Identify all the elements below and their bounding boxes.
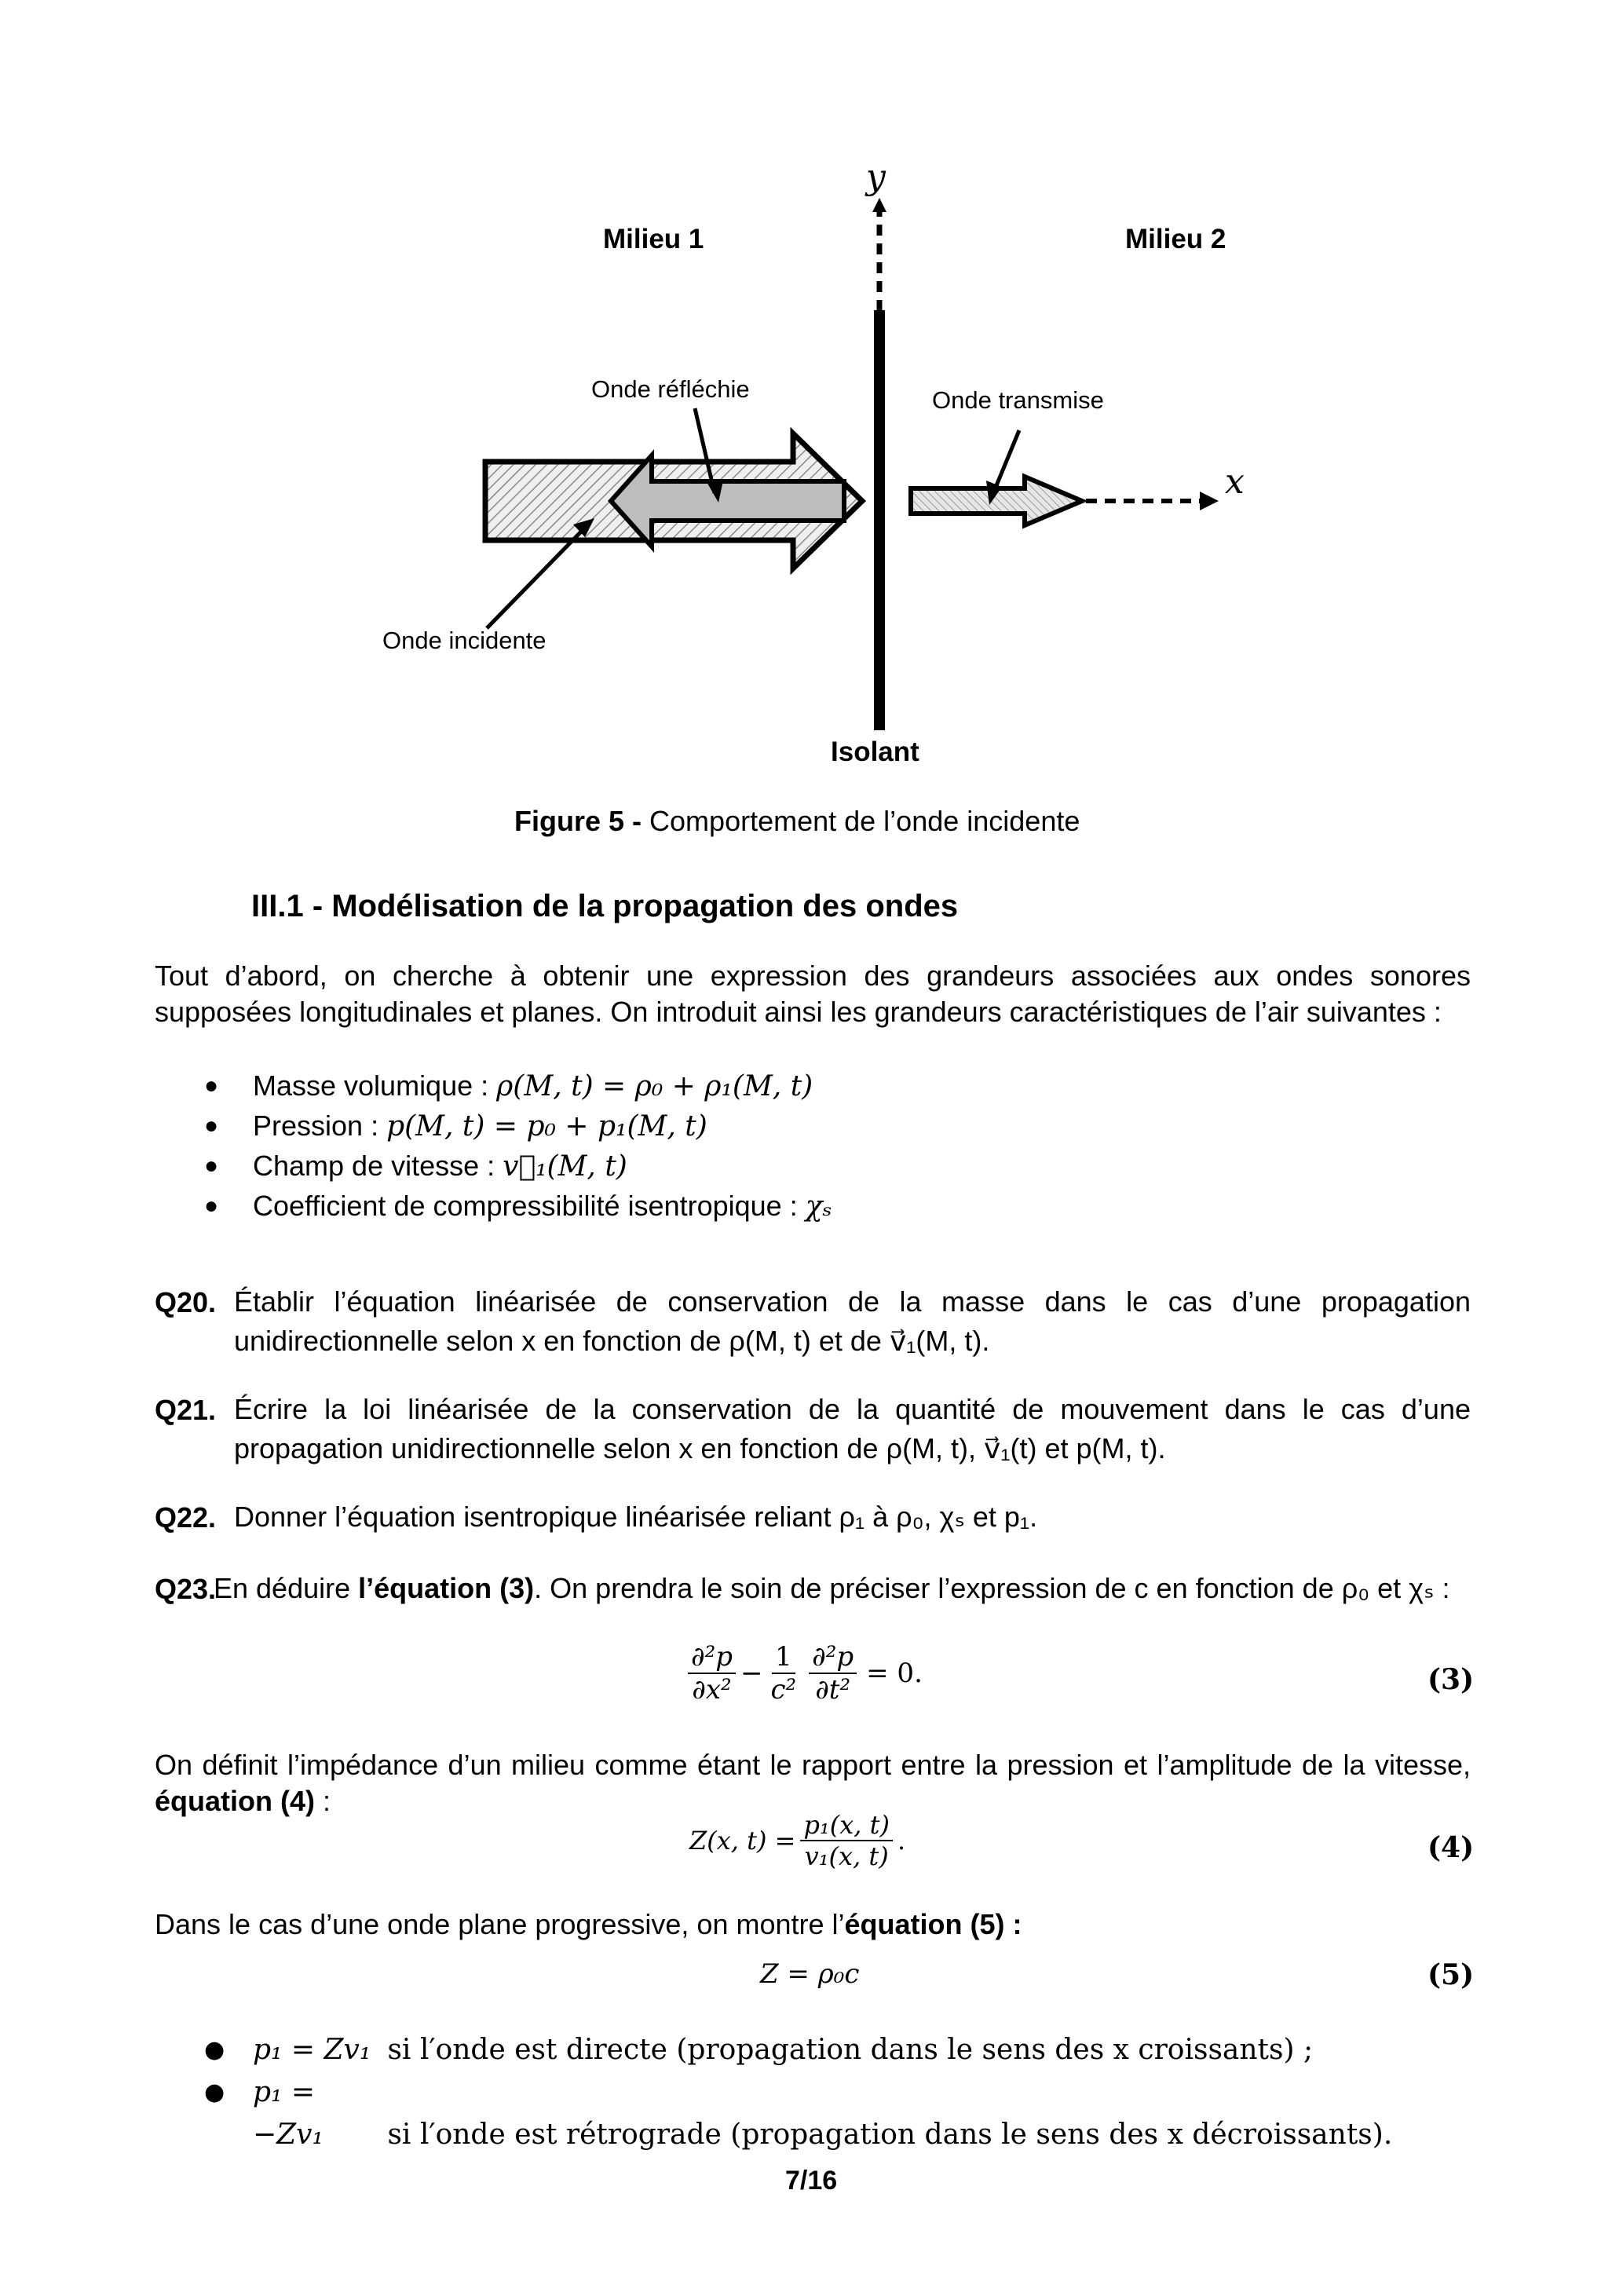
impedance-bold: équation (4) [155, 1785, 315, 1817]
y-axis-arrowhead [872, 198, 886, 212]
plane-wave-paragraph [155, 1907, 1471, 1943]
bullet-dot: ● [204, 2036, 225, 2064]
bullet-pression [204, 1106, 1303, 1146]
isolant-label: Isolant [831, 737, 919, 767]
intro-paragraph: Tout d’abord, on cherche à obtenir une expression des grandeurs associées aux ondes sonores supposées longitudinales et planes. On introduit ainsi les grandeurs caractéristiques de l’air suivantes : [155, 960, 1471, 1028]
bullet-label: Pression : [253, 1110, 387, 1142]
impedance-text-before: On définit l’impédance d’un milieu comme étant le rapport entre la pression et l’amplitude de la vitesse, [155, 1749, 1471, 1781]
bullet-onde-directe [204, 2029, 1476, 2071]
bullet-onde-retrograde [204, 2071, 1476, 2156]
figure-caption [514, 805, 1080, 838]
y-axis-label: y [866, 157, 886, 197]
bullet-dot: ● [204, 2078, 225, 2106]
milieu-2-label: Milieu 2 [1125, 224, 1226, 254]
question-text-q22: Donner l’équation isentropique linéarisée reliant ρ₁ à ρ₀, χₛ et p₁. [234, 1501, 1038, 1533]
question-text-q23 [214, 1569, 1471, 1608]
bullet-math: χₛ [805, 1190, 832, 1223]
bullet-directe-text: si l′onde est directe (propagation dans le sens des x croissants) ; [387, 2034, 1314, 2066]
bullet-champ-vitesse [204, 1146, 1303, 1186]
question-number-q20: Q20. [155, 1286, 217, 1318]
bullet-label: Coefficient de compressibilité isentropique : [253, 1190, 806, 1222]
eq3-den2: c² [770, 1674, 797, 1706]
bullet-dot: ● [204, 1113, 219, 1139]
eq3-num3: ∂²p [809, 1641, 857, 1674]
bullet-dot: ● [204, 1073, 219, 1099]
impedance-paragraph [155, 1747, 1471, 1819]
question-number-q23: Q23. [155, 1573, 217, 1605]
eq3-den3: ∂t² [815, 1674, 851, 1706]
page-number: 7/16 [785, 2166, 838, 2195]
question-number-q22: Q22. [155, 1501, 217, 1534]
eq3-rhs: = 0. [866, 1658, 923, 1689]
bullet-math: v⃗₁(M, t) [503, 1150, 627, 1183]
eq3-frac-t [809, 1641, 857, 1706]
q23-text-after: . On prendra le soin de préciser l’expression de c en fonction de ρ₀ et χₛ : [534, 1572, 1450, 1604]
x-axis-arrowhead [1200, 492, 1219, 510]
equation-4-label: (4) [1427, 1831, 1475, 1864]
final-bullet-list [204, 2029, 1476, 2156]
pointer-transmise [993, 430, 1019, 493]
q23-bold: l’équation (3) [358, 1572, 535, 1604]
onde-transmise-label: Onde transmise [932, 386, 1104, 414]
bullet-dot: ● [204, 1193, 219, 1219]
figure-caption-text: Comportement de l’onde incidente [642, 805, 1080, 837]
equation-4 [689, 1810, 905, 1871]
eq3-den1: ∂x² [692, 1674, 732, 1706]
bullet-directe-math: p₁ = Zv₁ [253, 2034, 371, 2066]
bullet-label: Masse volumique : [253, 1069, 497, 1102]
eq3-num1: ∂²p [688, 1641, 736, 1674]
figure-caption-number: Figure 5 - [514, 805, 642, 837]
equation-5: Z = ρ₀c [760, 1958, 860, 1990]
bullet-dot: ● [204, 1153, 219, 1179]
onde-incidente-label: Onde incidente [382, 627, 546, 654]
intro-bullet-list [204, 1066, 1303, 1227]
bullet-retrograde-math: p₁ = −Zv₁ [253, 2076, 324, 2151]
eq4-num: p₁(x, t) [800, 1810, 893, 1841]
x-axis-label: x [1225, 462, 1245, 502]
bullet-retrograde-text: si l′onde est rétrograde (propagation dans le sens des x décroissants). [387, 2119, 1393, 2151]
isolant-wall [874, 310, 885, 730]
equation-3-label: (3) [1427, 1663, 1475, 1696]
plane-wave-text: Dans le cas d’une onde plane progressive, on montre l’ [155, 1908, 845, 1940]
milieu-1-label: Milieu 1 [603, 224, 704, 254]
bullet-math: ρ(M, t) = ρ₀ + ρ₁(M, t) [496, 1070, 813, 1102]
eq4-lhs: Z(x, t) = [689, 1826, 796, 1855]
eq3-minus: − [740, 1658, 763, 1689]
impedance-text-after: : [315, 1785, 331, 1817]
q23-text-before: En déduire [214, 1572, 359, 1604]
equation-5-label: (5) [1427, 1958, 1475, 1991]
section-title: III.1 - Modélisation de la propagation des ondes [251, 889, 959, 923]
eq4-den: v₁(x, t) [804, 1841, 889, 1871]
bullet-masse-volumique [204, 1066, 1303, 1106]
eq3-frac-x [688, 1641, 736, 1706]
bullet-compressibilite [204, 1186, 1303, 1227]
bullet-math: p(M, t) = p₀ + p₁(M, t) [386, 1110, 707, 1143]
question-text-q20: Établir l’équation linéarisée de conservation de la masse dans le cas d’une propagation unidirectionnelle selon x en fonction de ρ(M, t) et de v⃗₁(M, t). [234, 1285, 1471, 1357]
eq4-frac [800, 1810, 893, 1871]
eq3-num2: 1 [772, 1641, 795, 1674]
figure-5-diagram [0, 0, 1623, 785]
onde-reflechie-label: Onde réfléchie [591, 375, 750, 403]
question-text-q21: Écrire la loi linéarisée de la conservation de la quantité de mouvement dans le cas d’une propagation unidirectionnelle selon x en fonction de ρ(M, t), v⃗₁(t) et p(M, t). [234, 1393, 1471, 1464]
eq4-dot: . [897, 1826, 906, 1855]
plane-wave-bold: équation (5) : [844, 1908, 1022, 1940]
eq3-frac-c [767, 1641, 799, 1706]
bullet-label: Champ de vitesse : [253, 1150, 503, 1182]
question-number-q21: Q21. [155, 1394, 217, 1426]
equation-3 [683, 1641, 923, 1706]
